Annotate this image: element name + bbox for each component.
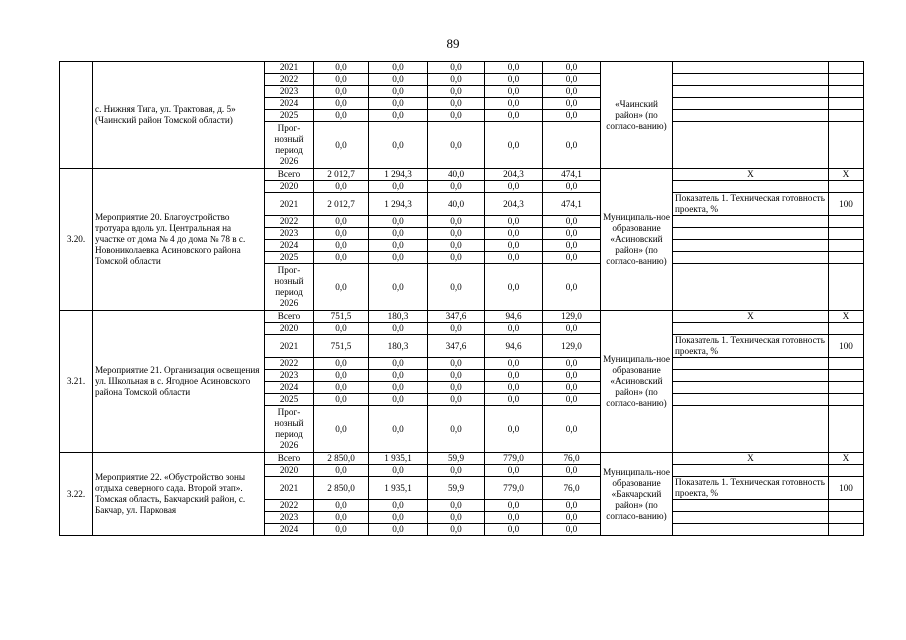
indicator-cell <box>673 181 829 193</box>
value-cell: 0,0 <box>485 228 543 240</box>
year-cell: 2025 <box>265 394 314 406</box>
value-cell: 2 012,7 <box>314 169 369 181</box>
indicator-cell: X <box>673 311 829 323</box>
value-cell: 76,0 <box>543 453 601 465</box>
indicator-value <box>829 228 864 240</box>
year-cell: 2025 <box>265 110 314 122</box>
value-cell: 0,0 <box>314 110 369 122</box>
indicator-cell <box>673 370 829 382</box>
year-cell: 2020 <box>265 181 314 193</box>
value-cell: 94,6 <box>485 311 543 323</box>
value-cell: 0,0 <box>485 240 543 252</box>
value-cell: 1 294,3 <box>369 169 428 181</box>
year-cell: 2024 <box>265 382 314 394</box>
indicator-cell <box>673 524 829 536</box>
year-cell: 2024 <box>265 240 314 252</box>
indicator-cell <box>673 264 829 311</box>
value-cell: 0,0 <box>428 110 485 122</box>
value-cell: 0,0 <box>485 74 543 86</box>
indicator-cell <box>673 406 829 453</box>
value-cell: 0,0 <box>485 500 543 512</box>
value-cell: 0,0 <box>428 358 485 370</box>
value-cell: 0,0 <box>428 465 485 477</box>
indicator-value <box>829 512 864 524</box>
year-cell: 2025 <box>265 252 314 264</box>
indicator-value <box>829 382 864 394</box>
value-cell: 0,0 <box>314 74 369 86</box>
indicator-value <box>829 181 864 193</box>
year-cell: 2022 <box>265 358 314 370</box>
year-cell: Всего <box>265 453 314 465</box>
value-cell: 0,0 <box>314 252 369 264</box>
value-cell: 0,0 <box>485 382 543 394</box>
value-cell: 0,0 <box>428 500 485 512</box>
indicator-value <box>829 465 864 477</box>
indicator-cell <box>673 358 829 370</box>
value-cell: 0,0 <box>314 406 369 453</box>
measure-name: с. Нижняя Тига, ул. Трактовая, д. 5» (Чаинский район Томской области) <box>93 62 265 169</box>
indicator-value <box>829 394 864 406</box>
year-cell: 2021 <box>265 62 314 74</box>
value-cell: 0,0 <box>369 264 428 311</box>
value-cell: 0,0 <box>369 252 428 264</box>
table-row <box>60 169 864 181</box>
responsible-cell: Муниципаль-ное образование «Бакчарский район» (по согласо-ванию) <box>601 453 673 536</box>
indicator-cell <box>673 122 829 169</box>
value-cell: 0,0 <box>314 512 369 524</box>
value-cell: 0,0 <box>428 524 485 536</box>
value-cell: 0,0 <box>314 524 369 536</box>
value-cell: 0,0 <box>369 406 428 453</box>
indicator-value <box>829 358 864 370</box>
value-cell: 0,0 <box>485 86 543 98</box>
value-cell: 0,0 <box>543 382 601 394</box>
value-cell: 0,0 <box>314 323 369 335</box>
value-cell: 0,0 <box>485 181 543 193</box>
indicator-cell <box>673 110 829 122</box>
indicator-cell <box>673 465 829 477</box>
indicator-value: 100 <box>829 335 864 358</box>
measure-name: Мероприятие 20. Благоустройство тротуара вдоль ул. Центральная на участке от дома № 4 до дома № 78 в с. Новониколаевка Асиновского района Томской области <box>93 169 265 311</box>
row-number: 3.22. <box>60 453 93 536</box>
value-cell: 0,0 <box>485 122 543 169</box>
value-cell: 0,0 <box>369 228 428 240</box>
value-cell: 0,0 <box>369 358 428 370</box>
indicator-value: X <box>829 311 864 323</box>
value-cell: 0,0 <box>428 98 485 110</box>
value-cell: 0,0 <box>314 358 369 370</box>
measure-name: Мероприятие 22. «Обустройство зоны отдыха северного сада. Второй этап». Томская область, Бакчарский район, с. Бакчар, ул. Парковая <box>93 453 265 536</box>
value-cell: 0,0 <box>369 181 428 193</box>
year-cell: 2023 <box>265 512 314 524</box>
value-cell: 0,0 <box>314 500 369 512</box>
indicator-value: 100 <box>829 193 864 216</box>
value-cell: 0,0 <box>485 358 543 370</box>
value-cell: 0,0 <box>428 512 485 524</box>
value-cell: 0,0 <box>314 370 369 382</box>
value-cell: 0,0 <box>428 252 485 264</box>
indicator-cell <box>673 252 829 264</box>
indicator-cell <box>673 86 829 98</box>
responsible-cell: Муниципаль-ное образование «Асиновский район» (по согласо-ванию) <box>601 169 673 311</box>
indicator-value <box>829 98 864 110</box>
indicator-value <box>829 252 864 264</box>
year-cell: 2021 <box>265 193 314 216</box>
indicator-cell: Показатель 1. Техническая готовность проекта, % <box>673 477 829 500</box>
indicator-cell <box>673 512 829 524</box>
indicator-value <box>829 323 864 335</box>
indicator-value <box>829 240 864 252</box>
indicator-value <box>829 110 864 122</box>
page-number: 89 <box>446 36 460 51</box>
value-cell: 0,0 <box>543 181 601 193</box>
value-cell: 347,6 <box>428 335 485 358</box>
value-cell: 2 850,0 <box>314 477 369 500</box>
value-cell: 0,0 <box>369 524 428 536</box>
value-cell: 0,0 <box>543 62 601 74</box>
indicator-cell: X <box>673 169 829 181</box>
indicator-cell: X <box>673 453 829 465</box>
value-cell: 0,0 <box>369 394 428 406</box>
year-cell: Прог-нозный период 2026 <box>265 122 314 169</box>
value-cell: 180,3 <box>369 311 428 323</box>
value-cell: 0,0 <box>428 181 485 193</box>
value-cell: 0,0 <box>543 323 601 335</box>
indicator-cell: Показатель 1. Техническая готовность проекта, % <box>673 335 829 358</box>
value-cell: 0,0 <box>543 524 601 536</box>
indicator-value <box>829 524 864 536</box>
row-number: 3.20. <box>60 169 93 311</box>
value-cell: 0,0 <box>485 370 543 382</box>
value-cell: 0,0 <box>428 122 485 169</box>
table-row <box>60 453 864 465</box>
value-cell: 0,0 <box>314 394 369 406</box>
value-cell: 0,0 <box>369 216 428 228</box>
value-cell: 0,0 <box>428 62 485 74</box>
value-cell: 0,0 <box>543 358 601 370</box>
indicator-cell <box>673 394 829 406</box>
table-row <box>60 311 864 323</box>
value-cell: 779,0 <box>485 453 543 465</box>
value-cell: 0,0 <box>543 240 601 252</box>
value-cell: 0,0 <box>369 122 428 169</box>
indicator-cell <box>673 62 829 74</box>
value-cell: 0,0 <box>543 216 601 228</box>
value-cell: 0,0 <box>543 406 601 453</box>
value-cell: 0,0 <box>543 228 601 240</box>
value-cell: 751,5 <box>314 311 369 323</box>
indicator-value <box>829 406 864 453</box>
value-cell: 0,0 <box>428 264 485 311</box>
value-cell: 0,0 <box>369 62 428 74</box>
value-cell: 0,0 <box>485 524 543 536</box>
value-cell: 1 935,1 <box>369 453 428 465</box>
indicator-value <box>829 86 864 98</box>
value-cell: 0,0 <box>543 370 601 382</box>
value-cell: 0,0 <box>428 228 485 240</box>
year-cell: Всего <box>265 311 314 323</box>
year-cell: 2021 <box>265 477 314 500</box>
indicator-value <box>829 122 864 169</box>
value-cell: 0,0 <box>485 110 543 122</box>
value-cell: 0,0 <box>543 74 601 86</box>
value-cell: 0,0 <box>428 382 485 394</box>
indicator-value <box>829 74 864 86</box>
value-cell: 0,0 <box>428 394 485 406</box>
row-number <box>60 62 93 169</box>
value-cell: 0,0 <box>314 228 369 240</box>
value-cell: 0,0 <box>485 62 543 74</box>
measure-name: Мероприятие 21. Организация освещения ул. Школьная в с. Ягодное Асиновского района Томской области <box>93 311 265 453</box>
year-cell: 2022 <box>265 500 314 512</box>
value-cell: 0,0 <box>369 382 428 394</box>
value-cell: 0,0 <box>369 110 428 122</box>
indicator-value: X <box>829 453 864 465</box>
value-cell: 40,0 <box>428 193 485 216</box>
value-cell: 0,0 <box>314 62 369 74</box>
value-cell: 204,3 <box>485 169 543 181</box>
value-cell: 76,0 <box>543 477 601 500</box>
year-cell: 2020 <box>265 465 314 477</box>
value-cell: 0,0 <box>369 98 428 110</box>
value-cell: 129,0 <box>543 335 601 358</box>
indicator-value <box>829 62 864 74</box>
value-cell: 0,0 <box>369 74 428 86</box>
indicator-cell <box>673 323 829 335</box>
year-cell: 2024 <box>265 524 314 536</box>
value-cell: 0,0 <box>428 240 485 252</box>
value-cell: 0,0 <box>369 86 428 98</box>
value-cell: 0,0 <box>485 394 543 406</box>
value-cell: 94,6 <box>485 335 543 358</box>
indicator-value <box>829 500 864 512</box>
value-cell: 180,3 <box>369 335 428 358</box>
value-cell: 0,0 <box>314 264 369 311</box>
value-cell: 0,0 <box>543 264 601 311</box>
value-cell: 0,0 <box>543 98 601 110</box>
value-cell: 0,0 <box>485 264 543 311</box>
indicator-cell <box>673 382 829 394</box>
year-cell: Прог-нозный период 2026 <box>265 264 314 311</box>
value-cell: 0,0 <box>485 512 543 524</box>
indicator-cell: Показатель 1. Техническая готовность проекта, % <box>673 193 829 216</box>
row-number: 3.21. <box>60 311 93 453</box>
value-cell: 0,0 <box>428 216 485 228</box>
value-cell: 0,0 <box>369 323 428 335</box>
value-cell: 2 850,0 <box>314 453 369 465</box>
value-cell: 751,5 <box>314 335 369 358</box>
value-cell: 0,0 <box>428 370 485 382</box>
value-cell: 0,0 <box>543 394 601 406</box>
indicator-value: X <box>829 169 864 181</box>
year-cell: Всего <box>265 169 314 181</box>
value-cell: 779,0 <box>485 477 543 500</box>
value-cell: 0,0 <box>543 110 601 122</box>
value-cell: 0,0 <box>485 406 543 453</box>
indicator-value <box>829 370 864 382</box>
value-cell: 474,1 <box>543 169 601 181</box>
value-cell: 0,0 <box>369 370 428 382</box>
value-cell: 0,0 <box>314 382 369 394</box>
value-cell: 1 935,1 <box>369 477 428 500</box>
value-cell: 0,0 <box>314 86 369 98</box>
indicator-cell <box>673 74 829 86</box>
value-cell: 0,0 <box>485 465 543 477</box>
year-cell: 2023 <box>265 86 314 98</box>
value-cell: 59,9 <box>428 477 485 500</box>
value-cell: 0,0 <box>543 252 601 264</box>
responsible-cell: Муниципаль-ное образование «Асиновский район» (по согласо-ванию) <box>601 311 673 453</box>
responsible-cell: «Чаинский район» (по согласо-ванию) <box>601 62 673 169</box>
value-cell: 0,0 <box>543 122 601 169</box>
value-cell: 0,0 <box>314 216 369 228</box>
value-cell: 0,0 <box>543 86 601 98</box>
value-cell: 0,0 <box>369 500 428 512</box>
value-cell: 40,0 <box>428 169 485 181</box>
value-cell: 0,0 <box>428 323 485 335</box>
indicator-cell <box>673 98 829 110</box>
indicator-cell <box>673 240 829 252</box>
indicator-value <box>829 264 864 311</box>
year-cell: 2023 <box>265 370 314 382</box>
value-cell: 0,0 <box>314 122 369 169</box>
year-cell: 2021 <box>265 335 314 358</box>
year-cell: 2020 <box>265 323 314 335</box>
value-cell: 0,0 <box>428 74 485 86</box>
value-cell: 474,1 <box>543 193 601 216</box>
program-table <box>59 61 864 536</box>
value-cell: 1 294,3 <box>369 193 428 216</box>
indicator-cell <box>673 228 829 240</box>
value-cell: 0,0 <box>485 216 543 228</box>
year-cell: 2024 <box>265 98 314 110</box>
value-cell: 0,0 <box>485 323 543 335</box>
year-cell: 2023 <box>265 228 314 240</box>
value-cell: 0,0 <box>543 465 601 477</box>
value-cell: 0,0 <box>543 512 601 524</box>
value-cell: 0,0 <box>485 98 543 110</box>
indicator-cell <box>673 500 829 512</box>
value-cell: 0,0 <box>543 500 601 512</box>
value-cell: 0,0 <box>314 465 369 477</box>
value-cell: 0,0 <box>369 465 428 477</box>
value-cell: 0,0 <box>314 98 369 110</box>
table-row <box>60 62 864 74</box>
value-cell: 0,0 <box>314 181 369 193</box>
year-cell: 2022 <box>265 216 314 228</box>
value-cell: 0,0 <box>369 512 428 524</box>
value-cell: 0,0 <box>369 240 428 252</box>
value-cell: 204,3 <box>485 193 543 216</box>
value-cell: 347,6 <box>428 311 485 323</box>
year-cell: Прог-нозный период 2026 <box>265 406 314 453</box>
value-cell: 0,0 <box>428 406 485 453</box>
value-cell: 129,0 <box>543 311 601 323</box>
indicator-cell <box>673 216 829 228</box>
value-cell: 59,9 <box>428 453 485 465</box>
value-cell: 0,0 <box>314 240 369 252</box>
indicator-value: 100 <box>829 477 864 500</box>
value-cell: 2 012,7 <box>314 193 369 216</box>
year-cell: 2022 <box>265 74 314 86</box>
value-cell: 0,0 <box>485 252 543 264</box>
value-cell: 0,0 <box>428 86 485 98</box>
indicator-value <box>829 216 864 228</box>
